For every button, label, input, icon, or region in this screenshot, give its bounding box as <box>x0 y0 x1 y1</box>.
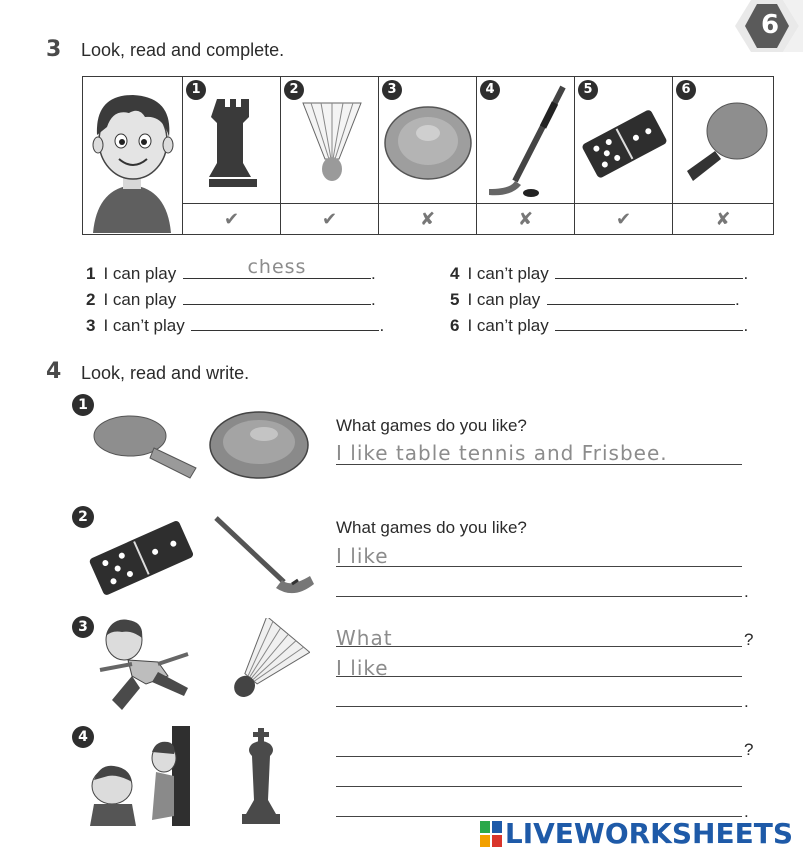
answer-2-start: I like <box>336 544 389 568</box>
item-4-cell <box>477 77 575 203</box>
table-tennis-bat-icon <box>679 97 769 187</box>
exercise-3-title: Look, read and complete. <box>81 40 285 60</box>
write-line-4b[interactable] <box>336 786 742 787</box>
sentence-2: 2 I can play . <box>86 287 376 310</box>
exercise-4-number: 4 <box>46 359 62 384</box>
sports-table <box>82 76 774 235</box>
boy-picture-cell <box>83 77 183 234</box>
answer-field-4[interactable] <box>555 261 743 279</box>
running-boy-icon <box>92 616 196 718</box>
write-line-3b[interactable] <box>336 676 742 677</box>
question-1: What games do you like? <box>336 416 527 435</box>
item-number: 4 <box>480 80 500 100</box>
chess-king-icon <box>240 728 282 826</box>
punct-4a: ? <box>744 740 754 759</box>
punct-2b: . <box>744 582 749 601</box>
sentence-4: 4 I can’t play . <box>450 261 748 284</box>
answer-3b-start: I like <box>336 656 389 680</box>
answer-1: I like table tennis and Frisbee. <box>336 441 668 465</box>
sentence-5: 5 I can play . <box>450 287 740 310</box>
mark-2: ✔ <box>281 203 379 234</box>
mark-4: ✘ <box>477 203 575 234</box>
sentence-6: 6 I can’t play . <box>450 313 748 336</box>
punct-4c: . <box>744 802 749 821</box>
item-number: 3 <box>382 80 402 100</box>
write-line-3a[interactable] <box>336 646 742 647</box>
answer-3-start: What <box>336 626 393 650</box>
item-5-cell <box>575 77 673 203</box>
item-1-badge: 1 <box>72 394 94 416</box>
item-3-cell <box>379 77 477 203</box>
mark-6: ✘ <box>673 203 773 234</box>
answer-field-3[interactable] <box>191 313 379 331</box>
hockey-stick-icon <box>481 85 571 201</box>
item-3-badge: 3 <box>72 616 94 638</box>
chess-rook-icon <box>203 91 263 191</box>
write-line-4a[interactable] <box>336 756 742 757</box>
mark-5: ✔ <box>575 203 673 234</box>
write-line-2b[interactable] <box>336 596 742 597</box>
punct-3c: . <box>744 692 749 711</box>
answer-field-5[interactable] <box>547 287 735 305</box>
boy-icon <box>83 77 181 233</box>
domino-icon <box>88 514 194 600</box>
frisbee-icon <box>383 103 473 183</box>
item-number: 2 <box>284 80 304 100</box>
sentence-1: 1 I can play chess . <box>86 256 376 283</box>
write-line-2a[interactable] <box>336 566 742 567</box>
mark-1: ✔ <box>183 203 281 234</box>
hockey-stick-icon <box>210 514 314 600</box>
item-number: 1 <box>186 80 206 100</box>
liveworksheets-logo-mark-icon <box>480 821 502 847</box>
logo-text: LIVEWORKSHEETS <box>504 817 793 850</box>
item-6-cell <box>673 77 773 203</box>
exercise-3-number: 3 <box>46 37 62 62</box>
write-line-1a[interactable] <box>336 464 742 465</box>
sentence-3: 3 I can’t play . <box>86 313 384 336</box>
page-number-badge <box>713 0 803 70</box>
write-line-3c[interactable] <box>336 706 742 707</box>
shuttlecock-icon <box>210 618 310 718</box>
hide-and-seek-children-icon <box>82 726 212 830</box>
item-2-cell <box>281 77 379 203</box>
item-2-badge: 2 <box>72 506 94 528</box>
answer-field-1[interactable]: chess <box>183 261 371 279</box>
answer-field-2[interactable] <box>183 287 371 305</box>
item-1-cell <box>183 77 281 203</box>
question-2: What games do you like? <box>336 518 527 537</box>
liveworksheets-logo <box>480 817 793 850</box>
exercise-4-title: Look, read and write. <box>81 363 250 383</box>
item-4-badge: 4 <box>72 726 94 748</box>
mark-3: ✘ <box>379 203 477 234</box>
domino-icon <box>581 103 667 183</box>
item-number: 5 <box>578 80 598 100</box>
answer-field-6[interactable] <box>555 313 743 331</box>
item-number: 6 <box>676 80 696 100</box>
page-number: 6 <box>761 10 780 40</box>
punct-3a: ? <box>744 630 754 649</box>
frisbee-icon <box>208 410 310 480</box>
table-tennis-bat-icon <box>92 412 198 480</box>
shuttlecock-icon <box>299 97 365 187</box>
